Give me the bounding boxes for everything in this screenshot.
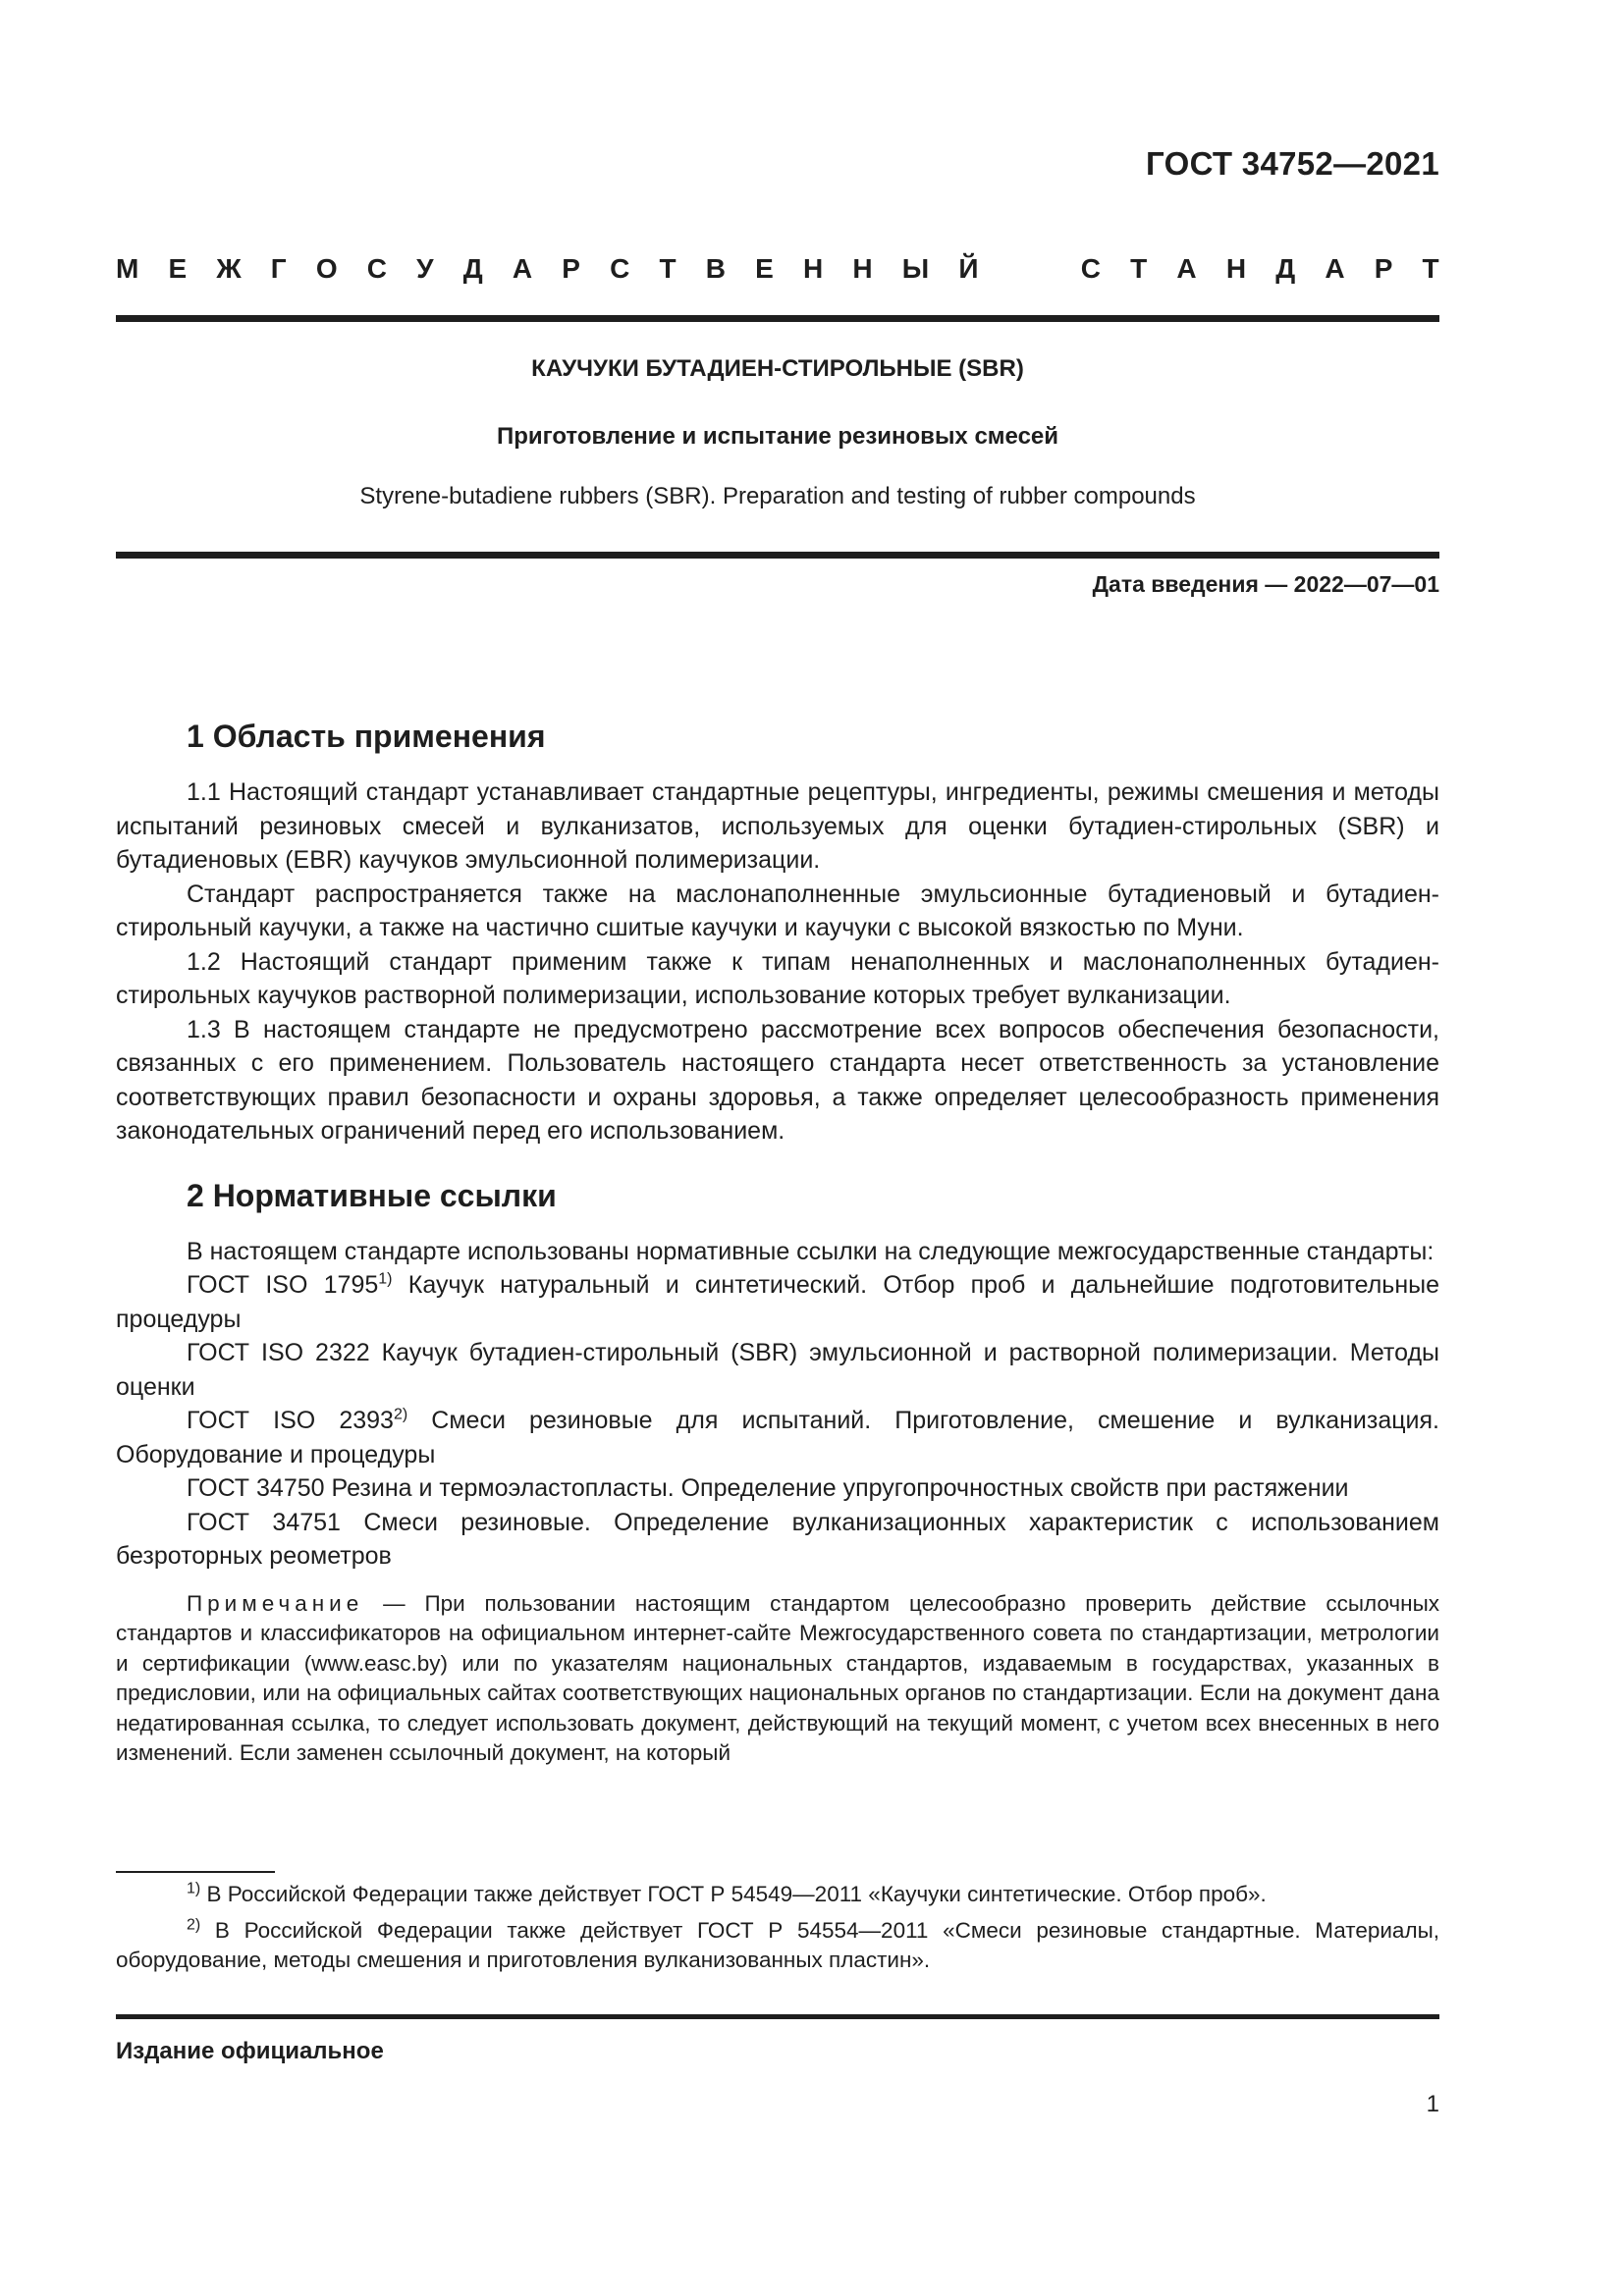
footnotes	[116, 1880, 1439, 1982]
section-1-paragraph: 1.3 В настоящем стандарте не предусмотрено рассмотрение всех вопросов обеспечения безопасности, связанных с его применением. Пользователь настоящего стандарта несет ответственность за установление соответствующих правил безопасности и охраны здоровья, а также определяет целесообразность применения законодательных ограничений перед его использованием.	[116, 1015, 1439, 1145]
section-1-paragraph: Стандарт распространяется также на маслонаполненные эмульсионные бутадиеновый и бутадиен-стирольный каучуки, а также на частично сшитые каучуки и каучуки с высокой вязкостью по Муни.	[116, 880, 1439, 941]
section-1-paragraph: 1.2 Настоящий стандарт применим также к типам ненаполненных и маслонаполненных бутадиен-стирольных каучуков растворной полимеризации, использование которых требует вулканизации.	[116, 947, 1439, 1009]
banner-letter: Н	[852, 253, 873, 284]
footnote-mark: 2)	[393, 1406, 408, 1423]
reference-title: Резина и термоэластопласты. Определение упругопрочностных свойств при растяжении	[324, 1474, 1349, 1502]
section-2-heading: 2 Нормативные ссылки	[187, 1177, 557, 1213]
footnote-text: В Российской Федерации также действует ГОСТ Р 54554—2011 «Смеси резиновые стандартные. Материалы, оборудование, методы смешения и приготовления вулканизованных пластин».	[116, 1917, 1439, 1972]
banner-letter: С	[366, 253, 387, 284]
title-divider	[116, 552, 1439, 559]
normative-reference	[116, 1336, 1439, 1404]
footnote-text: В Российской Федерации также действует ГОСТ Р 54549—2011 «Каучуки синтетические. Отбор проб».	[200, 1882, 1267, 1906]
normative-reference	[116, 1268, 1439, 1336]
banner-letter: М	[116, 253, 139, 284]
note-paragraph	[116, 1589, 1439, 1769]
banner-letter: А	[1176, 253, 1197, 284]
banner-letter: Т	[1422, 253, 1439, 284]
reference-title: Каучук бутадиен-стирольный (SBR) эмульсионной и растворной полимеризации. Методы оценки	[116, 1339, 1440, 1401]
introduction-date: Дата введения — 2022—07—01	[1092, 571, 1439, 597]
banner-letter: Г	[270, 253, 287, 284]
banner-letter: Е	[755, 253, 774, 284]
reference-code: ГОСТ ISO 1795	[187, 1271, 379, 1299]
reference-title: Смеси резиновые для испытаний. Приготовление, смешение и вулканизация. Оборудование и процедуры	[116, 1407, 1440, 1468]
banner-letter: Ы	[901, 253, 930, 284]
banner-letter: Т	[1130, 253, 1148, 284]
banner-letter: А	[512, 253, 533, 284]
interstate-standard-banner	[116, 251, 1439, 287]
reference-title: Каучук натуральный и синтетический. Отбор проб и дальнейшие подготовительные процедуры	[116, 1271, 1439, 1333]
document-title-english: Styrene-butadiene rubbers (SBR). Preparation and testing of rubber compounds	[359, 483, 1196, 509]
banner-letter: Н	[802, 253, 824, 284]
footnote	[116, 1916, 1439, 1976]
header-divider	[116, 315, 1439, 322]
normative-reference	[116, 1404, 1439, 1471]
footnote-mark: 1)	[187, 1880, 201, 1897]
banner-letter: У	[416, 253, 434, 284]
normative-reference	[116, 1471, 1439, 1506]
banner-letter: А	[1325, 253, 1345, 284]
footnote-separator	[116, 1871, 275, 1873]
document-page	[116, 0, 1439, 2296]
banner-letter: Ж	[216, 253, 242, 284]
footnote-mark: 2)	[187, 1916, 201, 1933]
reference-title: Смеси резиновые. Определение вулканизационных характеристик с использованием безроторных реометров	[116, 1508, 1439, 1570]
footer-divider	[116, 2014, 1439, 2019]
banner-letter: Д	[462, 253, 483, 284]
page-number: 1	[1426, 2091, 1439, 2117]
banner-letter: С	[610, 253, 630, 284]
note-label: Примечание	[187, 1590, 364, 1616]
banner-letter: Е	[168, 253, 188, 284]
banner-letter: Р	[562, 253, 580, 284]
footnote	[116, 1880, 1439, 1910]
normative-reference	[116, 1506, 1439, 1574]
reference-code: ГОСТ 34751	[187, 1508, 341, 1536]
banner-letter: С	[1080, 253, 1101, 284]
official-edition-label: Издание официальное	[116, 2038, 384, 2064]
reference-code: ГОСТ ISO 2393	[187, 1407, 394, 1434]
banner-letter: Т	[659, 253, 677, 284]
section-1-paragraph: 1.1 Настоящий стандарт устанавливает стандартные рецептуры, ингредиенты, режимы смешения и методы испытаний резиновых смесей и вулканизатов, используемых для оценки бутадиен-стирольных (SBR) и бутадиеновых (EBR) каучуков эмульсионной полимеризации.	[116, 778, 1439, 874]
section-2-intro: В настоящем стандарте использованы нормативные ссылки на следующие межгосударственные стандарты:	[187, 1237, 1435, 1265]
document-body	[116, 715, 1439, 1790]
document-subtitle: Приготовление и испытание резиновых смесей	[496, 423, 1059, 450]
document-number: ГОСТ 34752—2021	[1146, 145, 1439, 182]
reference-code: ГОСТ ISO 2322	[187, 1339, 370, 1366]
document-title: КАУЧУКИ БУТАДИЕН-СТИРОЛЬНЫЕ (SBR)	[531, 355, 1024, 382]
note-text: — При пользовании настоящим стандартом целесообразно проверить действие ссылочных стандартов и классификаторов на официальном интернет-сайте Межгосударственного совета по стандартизации, метрологии и сертификации (www.easc.by) или по указателям национальных стандартов, издаваемым в государствах, указанных в предисловии, или на официальных сайтах соответствующих национальных органов по стандартизации. Если на документ дана недатированная ссылка, то следует использовать документ, действующий на текущий момент, с учетом всех внесенных в него изменений. Если заменен ссылочный документ, на который	[116, 1590, 1439, 1765]
banner-letter: Д	[1275, 253, 1296, 284]
banner-letter: Р	[1374, 253, 1393, 284]
section-1-heading: 1 Область применения	[187, 719, 546, 754]
banner-letter: В	[705, 253, 726, 284]
reference-code: ГОСТ 34750	[187, 1474, 325, 1502]
banner-letter: Н	[1225, 253, 1247, 284]
banner-letter: Й	[958, 253, 979, 284]
banner-letter: О	[315, 253, 338, 284]
footnote-mark: 1)	[378, 1270, 393, 1288]
banner-word-gap	[1008, 251, 1052, 287]
